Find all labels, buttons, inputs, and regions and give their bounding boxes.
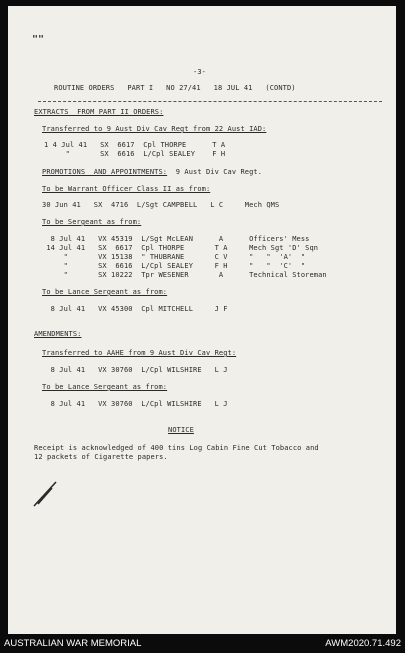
lance-sergeant-heading: To be Lance Sergeant as from: [42, 288, 168, 296]
footer-accession-number: AWM2020.71.492 [325, 638, 401, 649]
transfer-row-1: 1 4 Jul 41 SX 6617 Cpl THORPE T A [44, 141, 226, 149]
sergeant-row-5: " SX 10222 Tpr WESENER A Technical Storeman [42, 271, 327, 279]
footer-institution: AUSTRALIAN WAR MEMORIAL [4, 638, 142, 649]
header-rule [38, 101, 382, 102]
lance-sergeant-row: 8 Jul 41 VX 45300 Cpl MITCHELL J F [42, 305, 228, 313]
amendment-lance-sergeant-heading: To be Lance Sergeant as from: [42, 383, 168, 391]
amendment-lance-sergeant-row: 8 Jul 41 VX 30760 L/Cpl WILSHIRE L J [42, 400, 228, 408]
transfer-heading: Transferred to 9 Aust Div Cav Regt from 22 Aust IAD: [42, 125, 267, 133]
notice-title: NOTICE [168, 426, 194, 434]
corner-mark: "" [32, 34, 45, 45]
sergeant-row-2: 14 Jul 41 SX 6617 Cpl THORPE T A Mech Sgt 'D' Sqn [42, 244, 319, 252]
sergeant-heading: To be Sergeant as from: [42, 218, 142, 226]
document-header: ROUTINE ORDERS PART I NO 27/41 18 JUL 41 (CONTD) [54, 84, 296, 92]
amendment-transfer-heading: Transferred to AAHE from 9 Aust Div Cav Regt: [42, 349, 237, 357]
warrant-officer-row: 30 Jun 41 SX 4716 L/Sgt CAMPBELL L C Mech QMS [42, 201, 280, 209]
document-page [8, 6, 396, 634]
page-number: -3- [193, 68, 206, 76]
promotions-heading: PROMOTIONS AND APPOINTMENTS: 9 Aust Div Cav Regt. [42, 168, 263, 176]
pen-stroke-mark [30, 476, 64, 510]
notice-line-2: 12 packets of Cigarette papers. [34, 453, 168, 461]
warrant-officer-heading: To be Warrant Officer Class II as from: [42, 185, 211, 193]
notice-line-1: Receipt is acknowledged of 400 tins Log Cabin Fine Cut Tobacco and [34, 444, 319, 452]
sergeant-row-1: 8 Jul 41 VX 45319 L/Sgt McLEAN A Officers' Mess [42, 235, 310, 243]
sergeant-row-3: " VX 15138 " THUBRANE C V " " 'A' " [42, 253, 306, 261]
amendment-transfer-row: 8 Jul 41 VX 30760 L/Cpl WILSHIRE L J [42, 366, 228, 374]
sergeant-row-4: " SX 6616 L/Cpl SEALEY F H " " 'C' " [42, 262, 306, 270]
section-amendments-title: AMENDMENTS: [34, 330, 82, 338]
transfer-row-2: " SX 6616 L/Cpl SEALEY F H [44, 150, 226, 158]
section-extracts-title: EXTRACTS FROM PART II ORDERS: [34, 108, 164, 116]
